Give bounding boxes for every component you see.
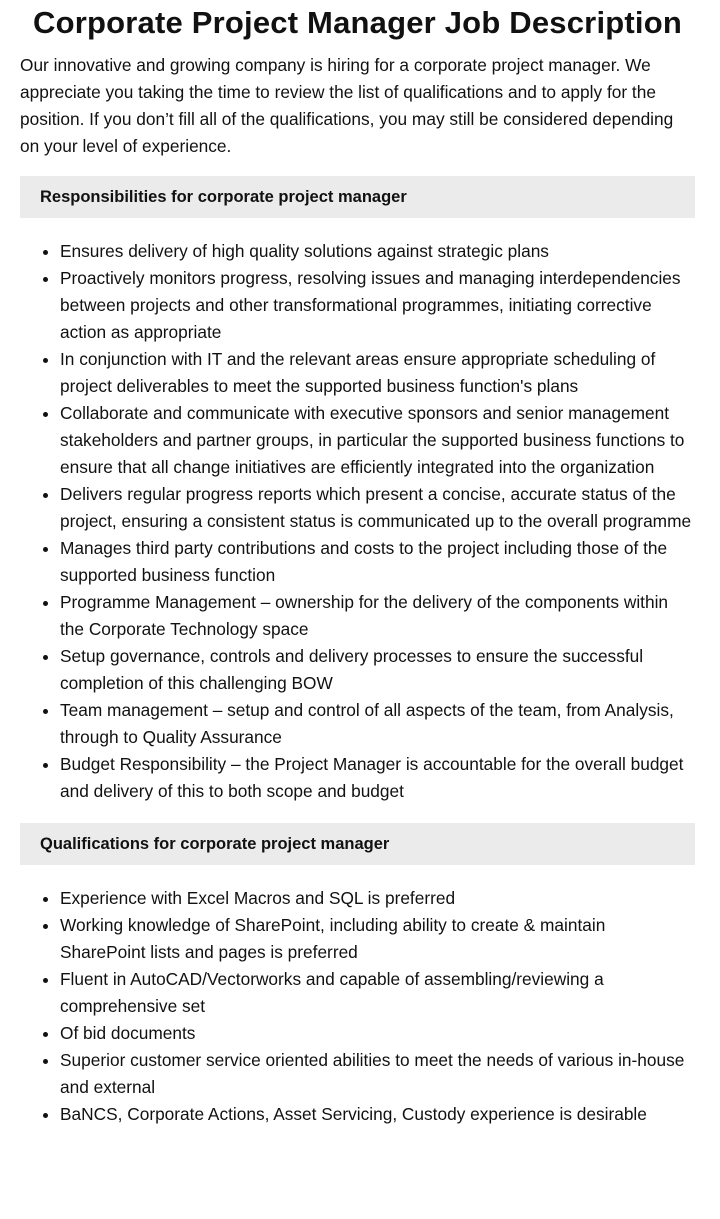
list-item: • Delivers regular progress reports which present a concise, accurate status of the project, ensuring a consistent status is communicated up to the overall programme	[60, 481, 695, 535]
list-item: • Of bid documents	[60, 1020, 695, 1047]
intro-paragraph: Our innovative and growing company is hiring for a corporate project manager. We appreciate you taking the time to review the list of qualifications and to apply for the position. If you don’t fill all of the qualifications, you may still be considered depending on your level of experience.	[20, 55, 674, 156]
list-item: • BaNCS, Corporate Actions, Asset Servicing, Custody experience is desirable	[60, 1101, 695, 1128]
list-item: • Setup governance, controls and delivery processes to ensure the successful completion of this challenging BOW	[60, 643, 695, 697]
list-item: • Experience with Excel Macros and SQL is preferred	[60, 885, 695, 912]
list-item: • In conjunction with IT and the relevant areas ensure appropriate scheduling of project deliverables to meet the supported business function's plans	[60, 346, 695, 400]
list-item: • Budget Responsibility – the Project Manager is accountable for the overall budget and delivery of this to both scope and budget	[60, 751, 695, 805]
list-item: • Working knowledge of SharePoint, including ability to create & maintain SharePoint lists and pages is preferred	[60, 912, 695, 966]
qualifications-list	[20, 885, 695, 1128]
responsibilities-list	[20, 238, 695, 805]
list-item: • Superior customer service oriented abilities to meet the needs of various in-house and external	[60, 1047, 695, 1101]
list-item: • Fluent in AutoCAD/Vectorworks and capable of assembling/reviewing a comprehensive set	[60, 966, 695, 1020]
page-title: Corporate Project Manager Job Description	[33, 5, 682, 40]
list-item: • Proactively monitors progress, resolving issues and managing interdependencies between projects and other transformational programmes, initiating corrective action as appropriate	[60, 265, 695, 346]
list-item: • Collaborate and communicate with executive sponsors and senior management stakeholders and partner groups, in particular the supported business functions to ensure that all change initiatives are efficiently integrated into the organization	[60, 400, 695, 481]
list-item: • Manages third party contributions and costs to the project including those of the supported business function	[60, 535, 695, 589]
list-item: • Ensures delivery of high quality solutions against strategic plans	[60, 238, 695, 265]
list-item: • Team management – setup and control of all aspects of the team, from Analysis, through to Quality Assurance	[60, 697, 695, 751]
qualifications-heading: Qualifications for corporate project manager	[20, 823, 695, 865]
responsibilities-heading: Responsibilities for corporate project manager	[20, 176, 695, 218]
list-item: • Programme Management – ownership for the delivery of the components within the Corporate Technology space	[60, 589, 695, 643]
